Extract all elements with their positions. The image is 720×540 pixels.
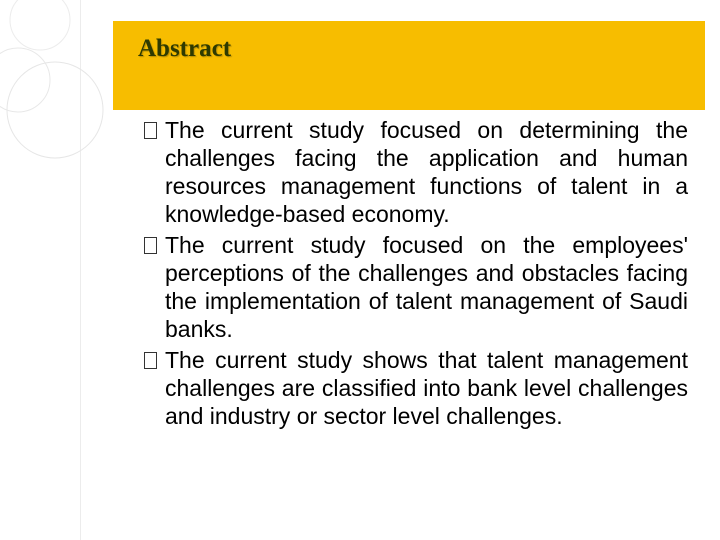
bullet-item (138, 116, 688, 228)
slide-title: Abstract (138, 35, 232, 62)
title-bar (113, 21, 705, 110)
bullet-text: The current study focused on determining the challenges facing the application and human resources management functions of talent in a knowledge-based economy. (165, 117, 688, 227)
square-bullet-icon (144, 352, 157, 369)
bullet-text: The current study focused on the employees' perceptions of the challenges and obstacles facing the implementation of talent management of Saudi banks. (165, 232, 688, 342)
bullet-text: The current study shows that talent management challenges are classified into bank level challenges and industry or sector level challenges. (165, 347, 688, 429)
bullet-list (138, 116, 688, 433)
bullet-item (138, 231, 688, 343)
bullet-item (138, 346, 688, 430)
square-bullet-icon (144, 237, 157, 254)
decorative-circles (0, 0, 120, 220)
square-bullet-icon (144, 122, 157, 139)
